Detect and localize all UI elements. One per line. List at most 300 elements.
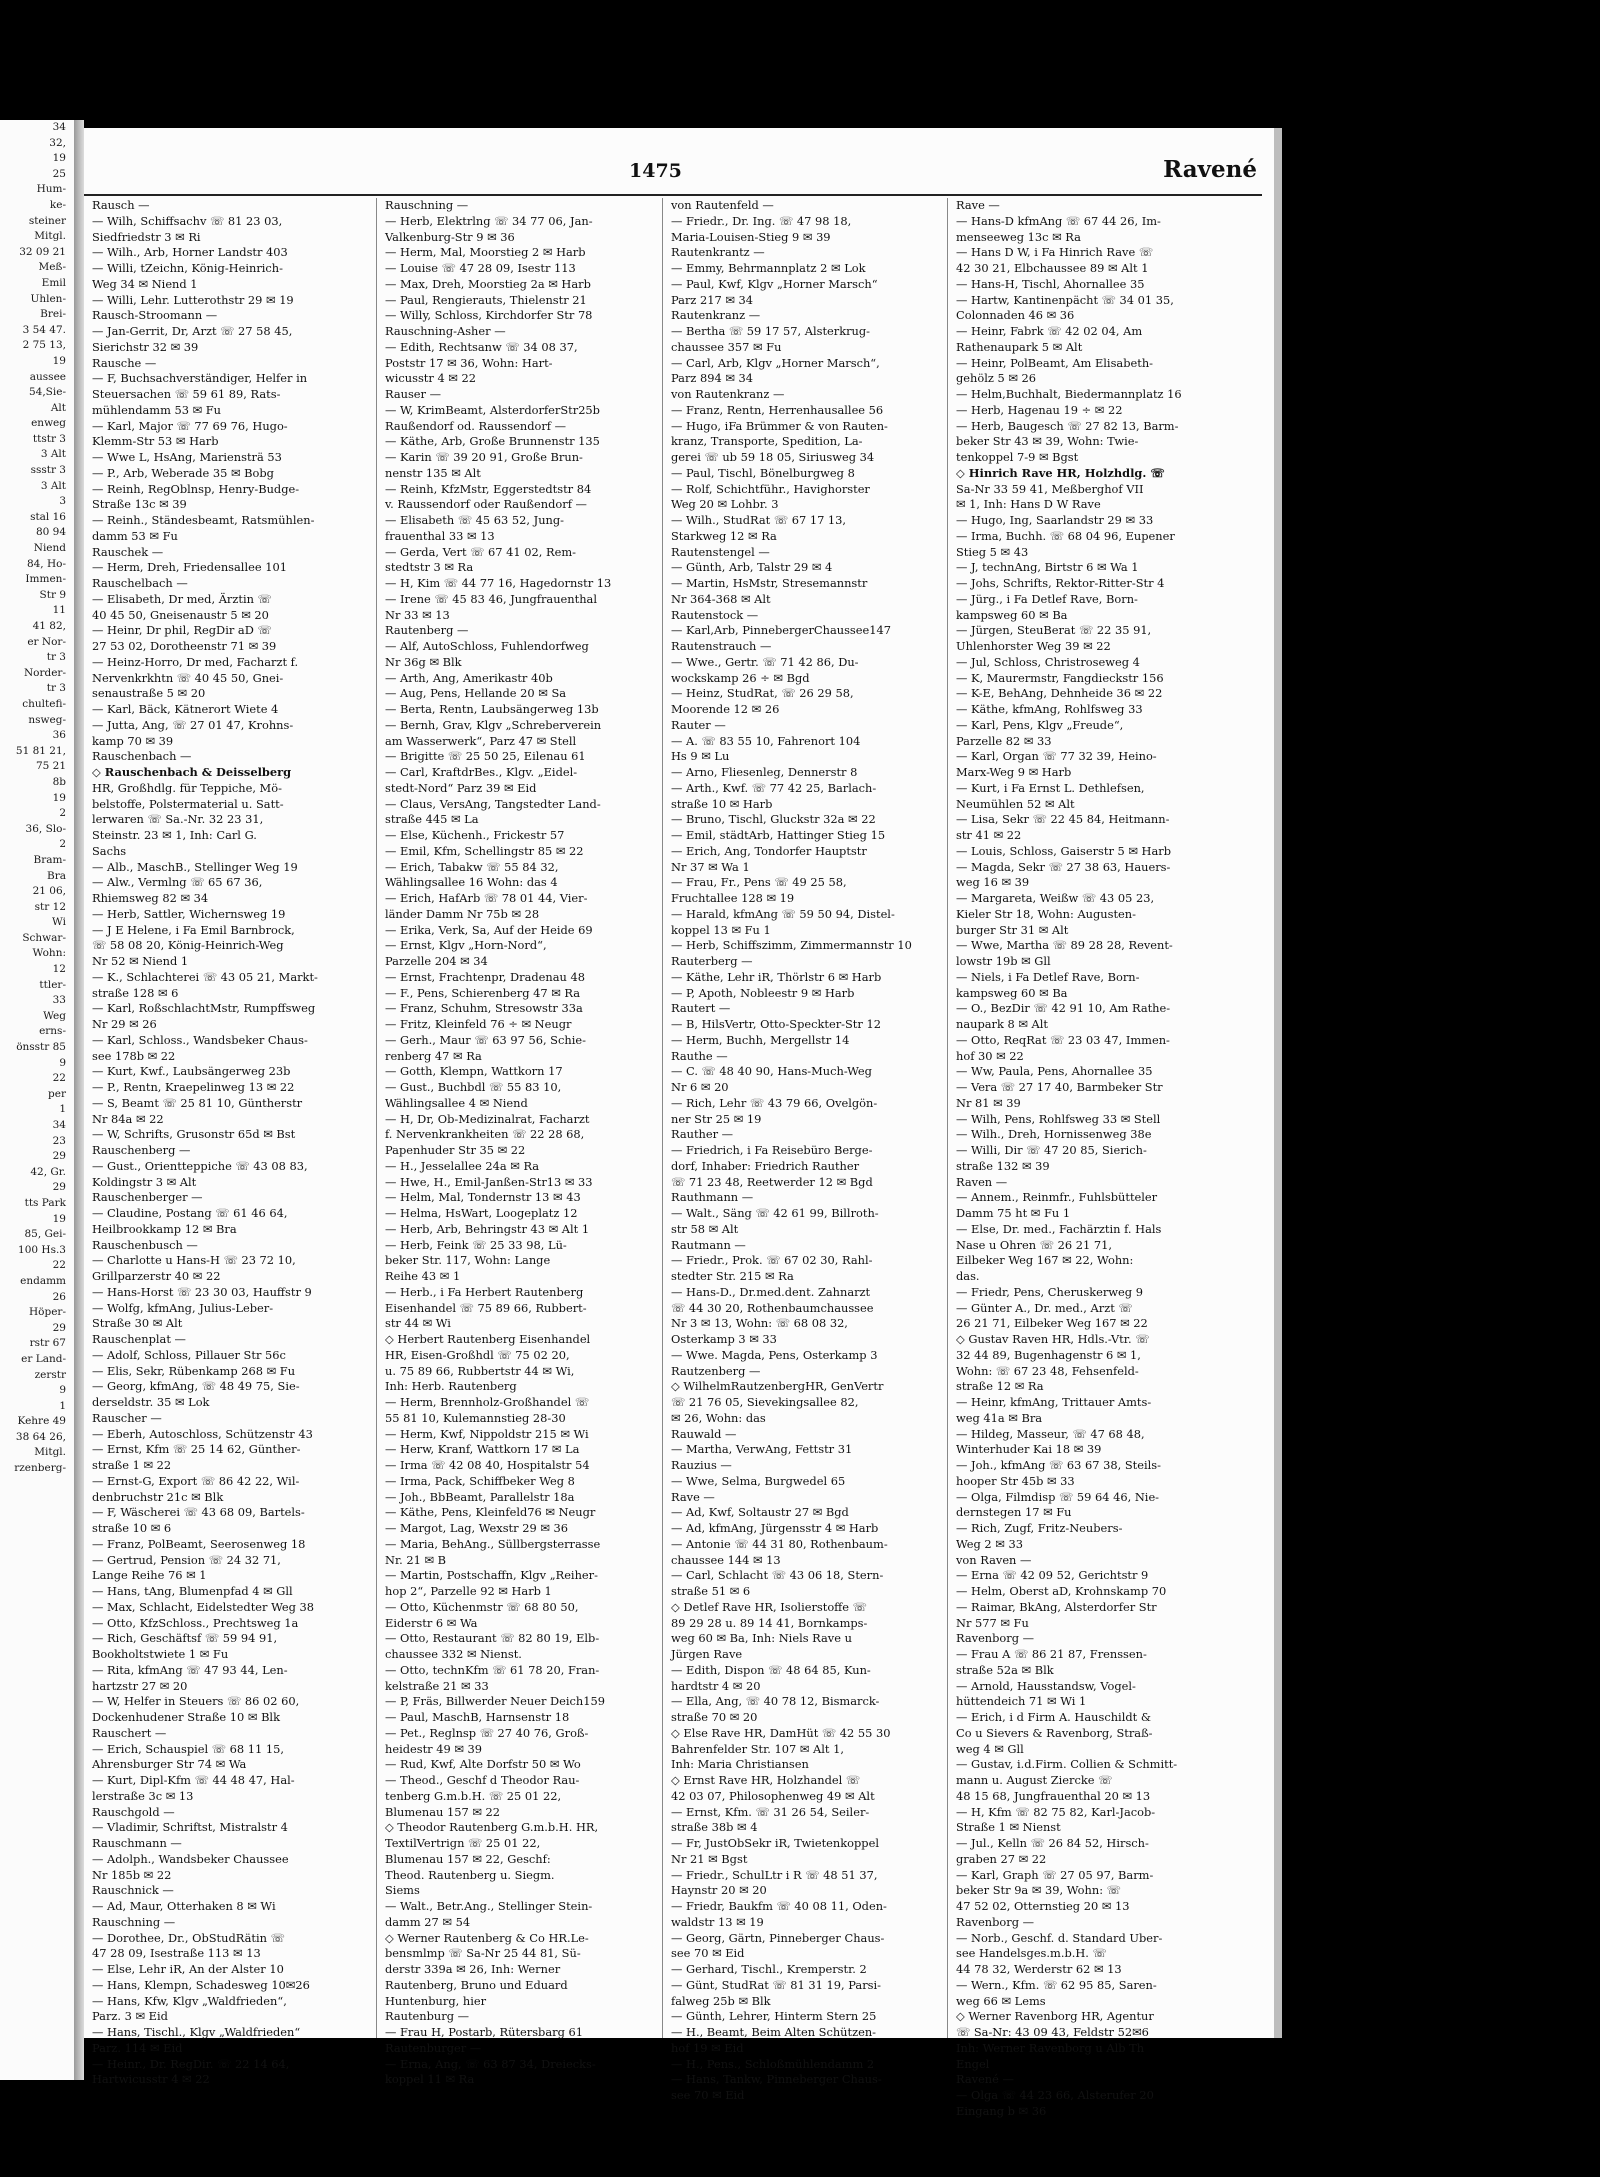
directory-entry: — Margot, Lag, Wexstr 29 ✉ 36 [385, 1521, 568, 1535]
surname-heading: Rauschelbach — [92, 576, 188, 590]
directory-entry: Eiderstr 6 ✉ Wa [385, 1615, 478, 1630]
directory-entry: — Jutta, Ang, ☏ 27 01 47, Krohns- [92, 717, 294, 732]
surname-heading: Raußendorf od. Raussendorf — [385, 418, 567, 433]
surname-heading: Ravenborg — [956, 1631, 1035, 1646]
directory-entry: — Heinr, Dr phil, RegDir aD ☏ [92, 623, 272, 638]
directory-entry: Blumenau 157 ✉ 22 [385, 1804, 500, 1819]
sliver-line: 22 [52, 1259, 66, 1272]
directory-entry: — H., Beamt, Beim Alten Schützen- [671, 2025, 877, 2039]
directory-entry: — Karl, RoßschlachtMstr, Rumpffsweg [92, 1001, 316, 1016]
directory-entry: ◇ Werner Rautenberg & Co HR.Le- [385, 1930, 589, 1945]
directory-entry: — A. ☏ 83 55 10, Fahrenort 104 [671, 733, 861, 748]
directory-entry: TextilVertrign ☏ 25 01 22, [385, 1836, 541, 1850]
sliver-line: 34 [52, 121, 66, 133]
directory-entry: Fruchtallee 128 ✉ 19 [671, 891, 795, 905]
directory-entry: — Willy, Schloss, Kirchdorfer Str 78 [385, 308, 593, 323]
directory-entry: — Franz, Schuhm, Stresowstr 33a [385, 1001, 583, 1016]
surname-heading: Rautenstock — [671, 607, 759, 622]
directory-entry: Nr 364-368 ✉ Alt [671, 591, 771, 606]
directory-entry: — Herb, Hagenau 19 ÷ ✉ 22 [956, 402, 1123, 417]
sliver-line: ttler- [39, 978, 66, 991]
directory-entry: — Kurt, i Fa Ernst L. Dethlefsen, [956, 780, 1145, 795]
surname-heading: Rauscher — [92, 1410, 162, 1425]
directory-entry: 32 44 89, Bugenhagenstr 6 ✉ 1, [956, 1347, 1141, 1362]
directory-entry: straße 10 ✉ 6 [92, 1521, 172, 1535]
directory-entry: — Magda, Sekr ☏ 27 38 63, Hauers- [956, 859, 1171, 874]
directory-entry: — Friedr., Prok. ☏ 67 02 30, Rahl- [671, 1253, 873, 1268]
surname-heading: Rave — [671, 1489, 715, 1504]
directory-entry: — Jul., Kelln ☏ 26 84 52, Hirsch- [956, 1836, 1149, 1850]
directory-entry: kampsweg 60 ✉ Ba [956, 985, 1068, 1000]
sliver-line: 3 Alt [40, 448, 66, 461]
directory-entry: — Pet., Reglnsp ☏ 27 40 76, Groß- [385, 1725, 589, 1740]
directory-entry: — Gertrud, Pension ☏ 24 32 71, [92, 1552, 281, 1567]
directory-entry: — Martin, HsMstr, Stresemannstr [671, 576, 868, 590]
directory-entry: — Kurt, Kwf., Laubsängerweg 23b [92, 1064, 291, 1079]
directory-entry: — W, KrimBeamt, AlsterdorferStr25b [385, 402, 600, 417]
directory-entry: — Friedr., SchulLtr i R ☏ 48 51 37, [671, 1867, 878, 1882]
directory-entry: — Aug, Pens, Hellande 20 ✉ Sa [385, 686, 567, 701]
directory-entry: am Wasserwerk“, Parz 47 ✉ Stell [385, 733, 577, 748]
directory-entry: — Herm, Dreh, Friedensallee 101 [92, 560, 287, 575]
sliver-line: Emil [41, 276, 66, 289]
surname-heading: Rausche — [92, 355, 157, 370]
directory-entry: lerstraße 3c ✉ 13 [92, 1788, 194, 1803]
directory-entry: Sierichstr 32 ✉ 39 [92, 339, 199, 354]
directory-entry: Nr 29 ✉ 26 [92, 1017, 157, 1031]
directory-entry: Moorende 12 ✉ 26 [671, 702, 780, 716]
sliver-line: erns- [39, 1025, 66, 1038]
directory-entry: beker Str 9a ✉ 39, Wohn: ☏ [956, 1883, 1121, 1898]
directory-entry: 55 81 10, Kulemannstieg 28-30 [385, 1410, 566, 1425]
directory-entry: das. [956, 1269, 980, 1283]
directory-entry: — Paul, MaschB, Harnsenstr 18 [385, 1710, 570, 1724]
directory-entry: länder Damm Nr 75b ✉ 28 [385, 906, 540, 921]
sliver-line: 32, [49, 136, 66, 149]
directory-entry: Grillparzerstr 40 ✉ 22 [92, 1269, 221, 1283]
directory-entry: 44 78 32, Werderstr 62 ✉ 13 [956, 1962, 1122, 1976]
directory-entry: — Rud, Kwf, Alte Dorfstr 50 ✉ Wo [385, 1757, 581, 1772]
sliver-line: Höper- [29, 1306, 66, 1319]
directory-entry: — Louise ☏ 47 28 09, Isestr 113 [385, 261, 576, 275]
directory-entry: Nr. 21 ✉ B [385, 1552, 447, 1567]
directory-entry: — Alf, AutoSchloss, Fuhlendorfweg [385, 639, 589, 653]
page-edge [1274, 128, 1282, 2038]
directory-entry: — Bernh, Grav, Klgv „Schreberverein [385, 717, 602, 732]
directory-entry: derseldstr. 35 ✉ Lok [92, 1395, 210, 1409]
directory-entry: — Otto, Küchenmstr ☏ 68 80 50, [385, 1599, 579, 1614]
surname-heading: Rauschgold — [92, 1804, 175, 1819]
directory-entry: Co u Sievers & Ravenborg, Straß- [956, 1725, 1153, 1740]
sliver-line: ssstr 3 [30, 464, 66, 477]
directory-entry: Parzelle 82 ✉ 33 [956, 733, 1052, 748]
directory-entry: Parz. 114 ✉ Eid [92, 2040, 183, 2055]
directory-entry: Eilbeker Weg 167 ✉ 22, Wohn: [956, 1253, 1134, 1268]
directory-entry: menseeweg 13c ✉ Ra [956, 229, 1081, 244]
directory-entry: koppel 11 ✉ Ra [385, 2072, 475, 2087]
surname-heading: Rauschning — [385, 198, 469, 212]
directory-entry: weg 16 ✉ 39 [956, 875, 1030, 890]
directory-entry: Parz. 3 ✉ Eid [92, 2009, 168, 2024]
sliver-line: er Land- [21, 1352, 66, 1365]
surname-heading: Rausch-Stroomann — [92, 308, 218, 323]
directory-entry: — Karl, Bäck, Kätnerort Wiete 4 [92, 702, 279, 716]
directory-entry: — Herb., i Fa Herbert Rautenberg [385, 1284, 584, 1299]
directory-entry: — K-E, BehAng, Dehnheide 36 ✉ 22 [956, 686, 1163, 701]
directory-entry: Weg 20 ✉ Lohbr. 3 [671, 497, 779, 512]
column-4 [947, 198, 1219, 2118]
directory-entry: Bahrenfelder Str. 107 ✉ Alt 1, [671, 1741, 844, 1756]
sliver-line: 23 [52, 1134, 66, 1147]
sliver-line: 25 [52, 167, 66, 180]
surname-heading: Rautenkrantz — [671, 245, 765, 260]
surname-heading: Rauschenberg — [92, 1143, 191, 1157]
directory-entry: — Wolfg, kfmAng, Julius-Leber- [92, 1300, 274, 1315]
sliver-line: 38 64 26, [15, 1430, 66, 1443]
directory-entry: — Louis, Schloss, Gaiserstr 5 ✉ Harb [956, 843, 1171, 858]
directory-entry: hop 2“, Parzelle 92 ✉ Harb 1 [385, 1584, 552, 1598]
directory-entry: ◇ Herbert Rautenberg Eisenhandel [385, 1332, 591, 1346]
directory-entry: — Ella, Ang, ☏ 40 78 12, Bismarck- [671, 1694, 880, 1709]
directory-entry: — Elisabeth ☏ 45 63 52, Jung- [385, 513, 565, 527]
directory-entry: — Friedr., Dr. Ing. ☏ 47 98 18, [671, 213, 852, 228]
sliver-line: Wi [52, 916, 66, 929]
directory-entry: — Otto, technKfm ☏ 61 78 20, Fran- [385, 1662, 600, 1677]
directory-entry: — Erna ☏ 42 09 52, Gerichtstr 9 [956, 1568, 1149, 1583]
directory-entry: — Joh., kfmAng ☏ 63 67 38, Steils- [956, 1458, 1161, 1472]
directory-entry: — Kurt, Dipl-Kfm ☏ 44 48 47, Hal- [92, 1773, 295, 1787]
sliver-line: Alt [50, 401, 66, 414]
directory-page [84, 128, 1274, 2118]
directory-entry: — Irma, Pack, Schiffbeker Weg 8 [385, 1473, 575, 1488]
directory-entry: — Hans-Horst ☏ 23 30 03, Hauffstr 9 [92, 1284, 312, 1299]
directory-entry: — F., Pens, Schierenberg 47 ✉ Ra [385, 985, 581, 1000]
page-number: 1475 [629, 160, 682, 182]
directory-entry: HR, Eisen-Großhdl ☏ 75 02 20, [385, 1347, 570, 1362]
directory-entry: 40 45 50, Gneisenaustr 5 ✉ 20 [92, 607, 269, 622]
surname-heading: Rauter — [671, 717, 726, 732]
sliver-line: steiner [28, 214, 66, 227]
directory-entry: straße 70 ✉ 20 [671, 1710, 758, 1724]
directory-entry: — Friedr, Pens, Cheruskerweg 9 [956, 1284, 1143, 1299]
directory-entry: straße 12 ✉ Ra [956, 1379, 1044, 1394]
sliver-line: nsweg- [28, 713, 66, 726]
directory-entry: — Ad, Kwf, Soltaustr 27 ✉ Bgd [671, 1505, 849, 1520]
directory-entry: — Adolph., Wandsbeker Chaussee [92, 1851, 289, 1866]
directory-entry: Neumühlen 52 ✉ Alt [956, 796, 1075, 811]
directory-entry: Starkweg 12 ✉ Ra [671, 528, 777, 543]
sliver-line: per [48, 1087, 66, 1100]
running-head: Ravené [1163, 156, 1257, 183]
sliver-line: 34 [52, 1119, 66, 1131]
directory-entry: — Wwe L, HsAng, Mariensträ 53 [92, 450, 282, 464]
sliver-line: 21 06, [32, 885, 66, 898]
sliver-line: Str 9 [39, 588, 66, 601]
surname-heading: Rauschenbusch — [92, 1237, 198, 1252]
directory-entry: — J E Helene, i Fa Emil Barnbrock, [92, 922, 295, 937]
sliver-line: Wohn: [32, 947, 66, 960]
directory-entry: stedtstr 3 ✉ Ra [385, 560, 474, 575]
directory-entry: — Niels, i Fa Detlef Rave, Born- [956, 969, 1140, 984]
directory-entry: Klemm-Str 53 ✉ Harb [92, 434, 219, 449]
directory-entry: wockskamp 26 ÷ ✉ Bgd [671, 670, 810, 685]
directory-entry: — P., Rentn, Kraepelinweg 13 ✉ 22 [92, 1080, 295, 1094]
directory-entry: — Vladimir, Schriftst, Mistralstr 4 [92, 1820, 288, 1835]
surname-heading: Raven — [956, 1174, 1008, 1189]
directory-entry: — C. ☏ 48 40 90, Hans-Much-Weg [671, 1064, 872, 1079]
previous-page-text [0, 120, 72, 2080]
directory-entry: — Willi, tZeichn, König-Heinrich- [92, 261, 283, 275]
directory-entry: — Hans, Tischl., Klgv „Waldfrieden“ [92, 2025, 301, 2039]
surname-heading: Rautert — [671, 1001, 731, 1016]
directory-entry: — Else, Küchenh., Frickestr 57 [385, 828, 565, 842]
sliver-line: Mitgl. [34, 230, 66, 243]
directory-entry: — Ernst, Klgv „Horn-Nord“, [385, 938, 547, 953]
sliver-line: 3 Alt [40, 479, 66, 492]
sliver-line: Weg [43, 1009, 66, 1022]
directory-entry: ✉ 26, Wohn: das [671, 1410, 766, 1425]
sliver-line: 41 82, [32, 620, 66, 632]
directory-entry: — Rolf, Schichtführ., Havighorster [671, 481, 870, 496]
sliver-line: 9 [59, 1056, 66, 1069]
directory-entry: — Hans-H, Tischl, Ahornallee 35 [956, 276, 1145, 291]
directory-entry: — H., Pens., Schloßmühlendamm 2 [671, 2056, 875, 2071]
directory-entry: ◇ Theodor Rautenberg G.m.b.H. HR, [385, 1820, 599, 1835]
directory-entry: mann u. August Ziercke ☏ [956, 1773, 1113, 1787]
directory-entry: — Rita, kfmAng ☏ 47 93 44, Len- [92, 1662, 288, 1677]
directory-entry: straße 132 ✉ 39 [956, 1158, 1050, 1173]
directory-entry: Jürgen Rave [671, 1647, 743, 1661]
directory-entry: Nr 3 ✉ 13, Wohn: ☏ 68 08 32, [671, 1316, 848, 1331]
directory-entry: Straße 13c ✉ 39 [92, 497, 187, 512]
directory-entry: — Herm, Brennholz-Großhandel ☏ [385, 1395, 590, 1409]
directory-entry: see Handelsges.m.b.H. ☏ [956, 1946, 1107, 1961]
directory-entry: — Karl, Pens, Klgv „Freude“, [956, 717, 1124, 732]
directory-entry: — Erich, Schauspiel ☏ 68 11 15, [92, 1741, 285, 1756]
directory-entry: u. 75 89 66, Rubbertstr 44 ✉ Wi, [385, 1363, 575, 1378]
directory-entry: — Hans-D., Dr.med.dent. Zahnarzt [671, 1284, 871, 1299]
directory-entry: Nr 52 ✉ Niend 1 [92, 954, 189, 968]
sliver-line: Schwar- [22, 931, 66, 944]
directory-entry: — Antonie ☏ 44 31 80, Rothenbaum- [671, 1536, 888, 1551]
sliver-line: zerstr [34, 1368, 66, 1381]
directory-entry: straße 10 ✉ Harb [671, 796, 773, 811]
directory-entry: Parz 894 ✉ 34 [671, 371, 754, 386]
directory-entry: mühlendamm 53 ✉ Fu [92, 402, 222, 417]
directory-entry: — Gerh., Maur ☏ 63 97 56, Schie- [385, 1032, 586, 1047]
surname-heading: von Raven — [956, 1552, 1032, 1567]
directory-entry: Stieg 5 ✉ 43 [956, 544, 1029, 559]
directory-entry: — Paul, Tischl, Bönelburgweg 8 [671, 465, 855, 480]
sliver-line: 11 [52, 604, 66, 617]
directory-entry: — Heinr, PolBeamt, Am Elisabeth- [956, 355, 1154, 370]
sliver-line: Immen- [25, 573, 66, 586]
directory-entry: straße 128 ✉ 6 [92, 985, 179, 1000]
directory-entry: — Hans-D kfmAng ☏ 67 44 26, Im- [956, 213, 1161, 228]
sliver-line: Norder- [23, 666, 66, 679]
directory-entry: belstoffe, Polstermaterial u. Satt- [92, 796, 284, 811]
sliver-line: Bra [47, 869, 66, 882]
directory-entry: Weg 2 ✉ 33 [956, 1536, 1023, 1551]
directory-entry: ◇ WilhelmRautzenbergHR, GenVertr [671, 1379, 884, 1394]
directory-entry: — Erika, Verk, Sa, Auf der Heide 69 [385, 922, 593, 937]
directory-entry: Eisenhandel ☏ 75 89 66, Rubbert- [385, 1300, 587, 1315]
sliver-line: Bram- [33, 853, 66, 866]
directory-entry: — Rich, Lehr ☏ 43 79 66, Ovelgön- [671, 1095, 878, 1110]
directory-entry: — K, Maurermstr, Fangdieckstr 156 [956, 670, 1164, 685]
sliver-line: str 12 [34, 900, 66, 913]
directory-entry: — Erna, Ang, ☏ 63 87 34, Dreiecks- [385, 2056, 596, 2071]
sliver-line: 19 [52, 354, 66, 367]
directory-entry: — Gotth, Klempn, Wattkorn 17 [385, 1064, 563, 1079]
surname-heading: Rautzenberg — [671, 1363, 761, 1378]
sliver-line: 26 [52, 1290, 66, 1303]
directory-entry: — Herb, Arb, Behringstr 43 ✉ Alt 1 [385, 1221, 590, 1236]
directory-entry: hooper Str 45b ✉ 33 [956, 1473, 1075, 1488]
directory-entry: — Günth, Arb, Talstr 29 ✉ 4 [671, 560, 833, 575]
directory-entry: — Raimar, BkAng, Alsterdorfer Str [956, 1599, 1157, 1614]
directory-entry: Inh: Werner Ravenborg u Alb Th [956, 2040, 1145, 2055]
directory-entry: Siedfriedstr 3 ✉ Ri [92, 229, 201, 244]
directory-entry: — W, Helfer in Steuers ☏ 86 02 60, [92, 1694, 300, 1709]
directory-entry: stedter Str. 215 ✉ Ra [671, 1269, 794, 1283]
directory-entry: — Wern., Kfm. ☏ 62 95 85, Saren- [956, 1977, 1157, 1992]
directory-entry: — S, Beamt ☏ 25 81 10, Güntherstr [92, 1095, 303, 1110]
directory-entry: — Frau H, Postarb, Rütersbarg 61 [385, 2025, 583, 2039]
directory-entry: — Frau, Fr., Pens ☏ 49 25 58, [671, 875, 847, 890]
sliver-line: 75 21 [35, 760, 66, 773]
sliver-line: tts Park [24, 1196, 66, 1209]
sliver-line: endamm [20, 1274, 66, 1287]
directory-entry: — Edith, Rechtsanw ☏ 34 08 37, [385, 339, 578, 354]
directory-entry: Poststr 17 ✉ 36, Wohn: Hart- [385, 355, 553, 370]
directory-entry: — Wilh., StudRat ☏ 67 17 13, [671, 513, 847, 527]
directory-entry: lerwaren ☏ Sa.-Nr. 32 23 31, [92, 812, 264, 827]
sliver-line: tr 3 [46, 651, 66, 664]
directory-entry: — Olga, Filmdisp ☏ 59 64 46, Nie- [956, 1489, 1160, 1504]
directory-entry: bensmlmp ☏ Sa-Nr 25 44 81, Sü- [385, 1946, 581, 1961]
directory-entry: — Friedrich, i Fa Reisebüro Berge- [671, 1143, 873, 1157]
directory-entry: kampsweg 60 ✉ Ba [956, 607, 1068, 622]
surname-heading: Ravenborg — [956, 1914, 1035, 1929]
directory-entry: Lange Reihe 76 ✉ 1 [92, 1568, 207, 1583]
surname-heading: Rautenburger — [385, 2040, 482, 2055]
directory-entry: Koldingstr 3 ✉ Alt [92, 1174, 197, 1189]
sliver-line: 1 [59, 1103, 66, 1116]
directory-entry: — Karl, Graph ☏ 27 05 97, Barm- [956, 1867, 1154, 1882]
directory-entry: — Ernst, Frachtenpr, Dradenau 48 [385, 969, 585, 984]
directory-entry: — Karl, Schloss., Wandsbeker Chaus- [92, 1032, 308, 1047]
directory-entry: kelstraße 21 ✉ 33 [385, 1678, 489, 1693]
surname-heading: Rauschenplat — [92, 1332, 186, 1346]
sliver-line: 3 [59, 495, 66, 508]
directory-entry: graben 27 ✉ 22 [956, 1851, 1047, 1866]
directory-entry: — Reinh, RegOblnsp, Henry-Budge- [92, 481, 300, 496]
directory-entry: Straße 1 ✉ Nienst [956, 1820, 1061, 1835]
directory-entry: hüttendeich 71 ✉ Wi 1 [956, 1694, 1087, 1709]
directory-entry: — Hans, Kfw, Klgv „Waldfrieden“, [92, 1993, 287, 2008]
directory-entry: — Hans, Tankw, Pinneberger Chaus- [671, 2072, 882, 2087]
directory-entry: — Herb, Elektrlng ☏ 34 77 06, Jan- [385, 213, 593, 228]
directory-entry: — Herw, Kranf, Wattkorn 17 ✉ La [385, 1442, 580, 1457]
directory-entry: lowstr 19b ✉ Gll [956, 954, 1051, 968]
directory-entry: koppel 13 ✉ Fu 1 [671, 922, 771, 937]
directory-entry: Hartwicusstr 4 ✉ 22 [92, 2072, 210, 2087]
directory-entry: — Frau A ☏ 86 21 87, Frenssen- [956, 1647, 1147, 1661]
directory-entry: gehölz 5 ✉ 26 [956, 371, 1037, 386]
directory-entry: chaussee 332 ✉ Nienst. [385, 1647, 522, 1661]
directory-entry: — Brigitte ☏ 25 50 25, Eilenau 61 [385, 749, 586, 764]
directory-entry: — Rich, Geschäftsf ☏ 59 94 91, [92, 1631, 278, 1646]
surname-heading: Rauser — [385, 387, 442, 401]
directory-entry: ☏ Sa-Nr: 43 09 43, Feldstr 52✉6 [956, 2025, 1149, 2039]
directory-entry: — Paul, Kwf, Klgv „Horner Marsch“ [671, 276, 878, 291]
directory-entry: Straße 30 ✉ Alt [92, 1316, 183, 1331]
directory-entry: — Paul, Rengierauts, Thielenstr 21 [385, 292, 587, 307]
surname-heading: Rave — [956, 198, 1000, 212]
directory-entry: Parz 217 ✉ 34 [671, 292, 754, 307]
directory-entry: — Else, Dr. med., Fachärztin f. Hals [956, 1221, 1162, 1236]
directory-entry: — Herb, Feink ☏ 25 33 98, Lü- [385, 1237, 567, 1252]
surname-heading: Ravené — [956, 2072, 1014, 2087]
directory-entry: — F, Wäscherei ☏ 43 68 09, Bartels- [92, 1505, 305, 1520]
sliver-line: 51 81 21, [15, 744, 66, 757]
column-1 [84, 198, 352, 2087]
directory-entry: — Erich, i d Firm A. Hauschildt & [956, 1710, 1151, 1724]
directory-entry: — Ad, kfmAng, Jürgensstr 4 ✉ Harb [671, 1521, 879, 1535]
sliver-line: chultefi- [22, 697, 66, 710]
directory-entry: — Wilh., Arb, Horner Landstr 403 [92, 245, 288, 260]
surname-heading: Rauthe — [671, 1048, 728, 1063]
sliver-line: 2 75 13, [22, 339, 66, 352]
directory-entry: — Erich, Ang, Tondorfer Hauptstr [671, 843, 867, 858]
directory-entry: str 44 ✉ Wi [385, 1316, 451, 1331]
sliver-line: 80 94 [35, 526, 66, 539]
directory-entry: — Hartw, Kantinenpächt ☏ 34 01 35, [956, 292, 1174, 307]
directory-entry: Kieler Str 18, Wohn: Augusten- [956, 906, 1136, 921]
directory-entry: — Käthe, Lehr iR, Thörlstr 6 ✉ Harb [671, 969, 882, 984]
directory-entry: — Georg, kfmAng, ☏ 48 49 75, Sie- [92, 1379, 300, 1394]
surname-heading: Rautmann — [671, 1237, 746, 1252]
directory-entry: 26 21 71, Eilbeker Weg 167 ✉ 22 [956, 1316, 1148, 1331]
directory-entry: — W, Schrifts, Grusonstr 65d ✉ Bst [92, 1127, 296, 1142]
directory-entry: beker Str 43 ✉ 39, Wohn: Twie- [956, 434, 1139, 449]
directory-entry: — Ernst, Kfm. ☏ 31 26 54, Seiler- [671, 1804, 870, 1819]
directory-entry: — Willi, Lehr. Lutterothstr 29 ✉ 19 [92, 292, 294, 307]
column-container [84, 198, 1274, 2118]
surname-heading: Rautenstrauch — [671, 639, 772, 653]
directory-entry: — Ernst-G, Export ☏ 86 42 22, Wil- [92, 1473, 300, 1488]
directory-entry: nenstr 135 ✉ Alt [385, 465, 481, 480]
directory-entry: dorf, Inhaber: Friedrich Rauther [671, 1158, 860, 1173]
directory-entry: — Herb, Baugesch ☏ 27 82 13, Barm- [956, 418, 1179, 433]
directory-entry: — Käthe, kfmAng, Rohlfsweg 33 [956, 702, 1143, 716]
directory-entry: HR, Großhdlg. für Teppiche, Mö- [92, 780, 282, 795]
directory-entry: Papenhuder Str 35 ✉ 22 [385, 1143, 526, 1157]
directory-entry: — Gustav, i.d.Firm. Collien & Schmitt- [956, 1757, 1178, 1772]
directory-entry: — Jan-Gerrit, Dr, Arzt ☏ 27 58 45, [92, 324, 293, 338]
sliver-line: aussee [29, 370, 66, 383]
directory-entry: — Herm, Buchh, Mergellstr 14 [671, 1032, 850, 1047]
directory-entry: — Günth, Lehrer, Hinterm Stern 25 [671, 2009, 877, 2024]
directory-entry: — Karl, Organ ☏ 77 32 39, Heino- [956, 749, 1157, 764]
directory-entry: Steuersachen ☏ 59 61 89, Rats- [92, 387, 281, 401]
sliver-line: 84, Ho- [26, 557, 66, 570]
directory-entry: — Hans D W, i Fa Hinrich Rave ☏ [956, 245, 1154, 260]
previous-page-edge [0, 120, 76, 2080]
directory-entry: ◇ Werner Ravenborg HR, Agentur [956, 2009, 1154, 2024]
surname-heading: von Rautenfeld — [671, 198, 774, 212]
